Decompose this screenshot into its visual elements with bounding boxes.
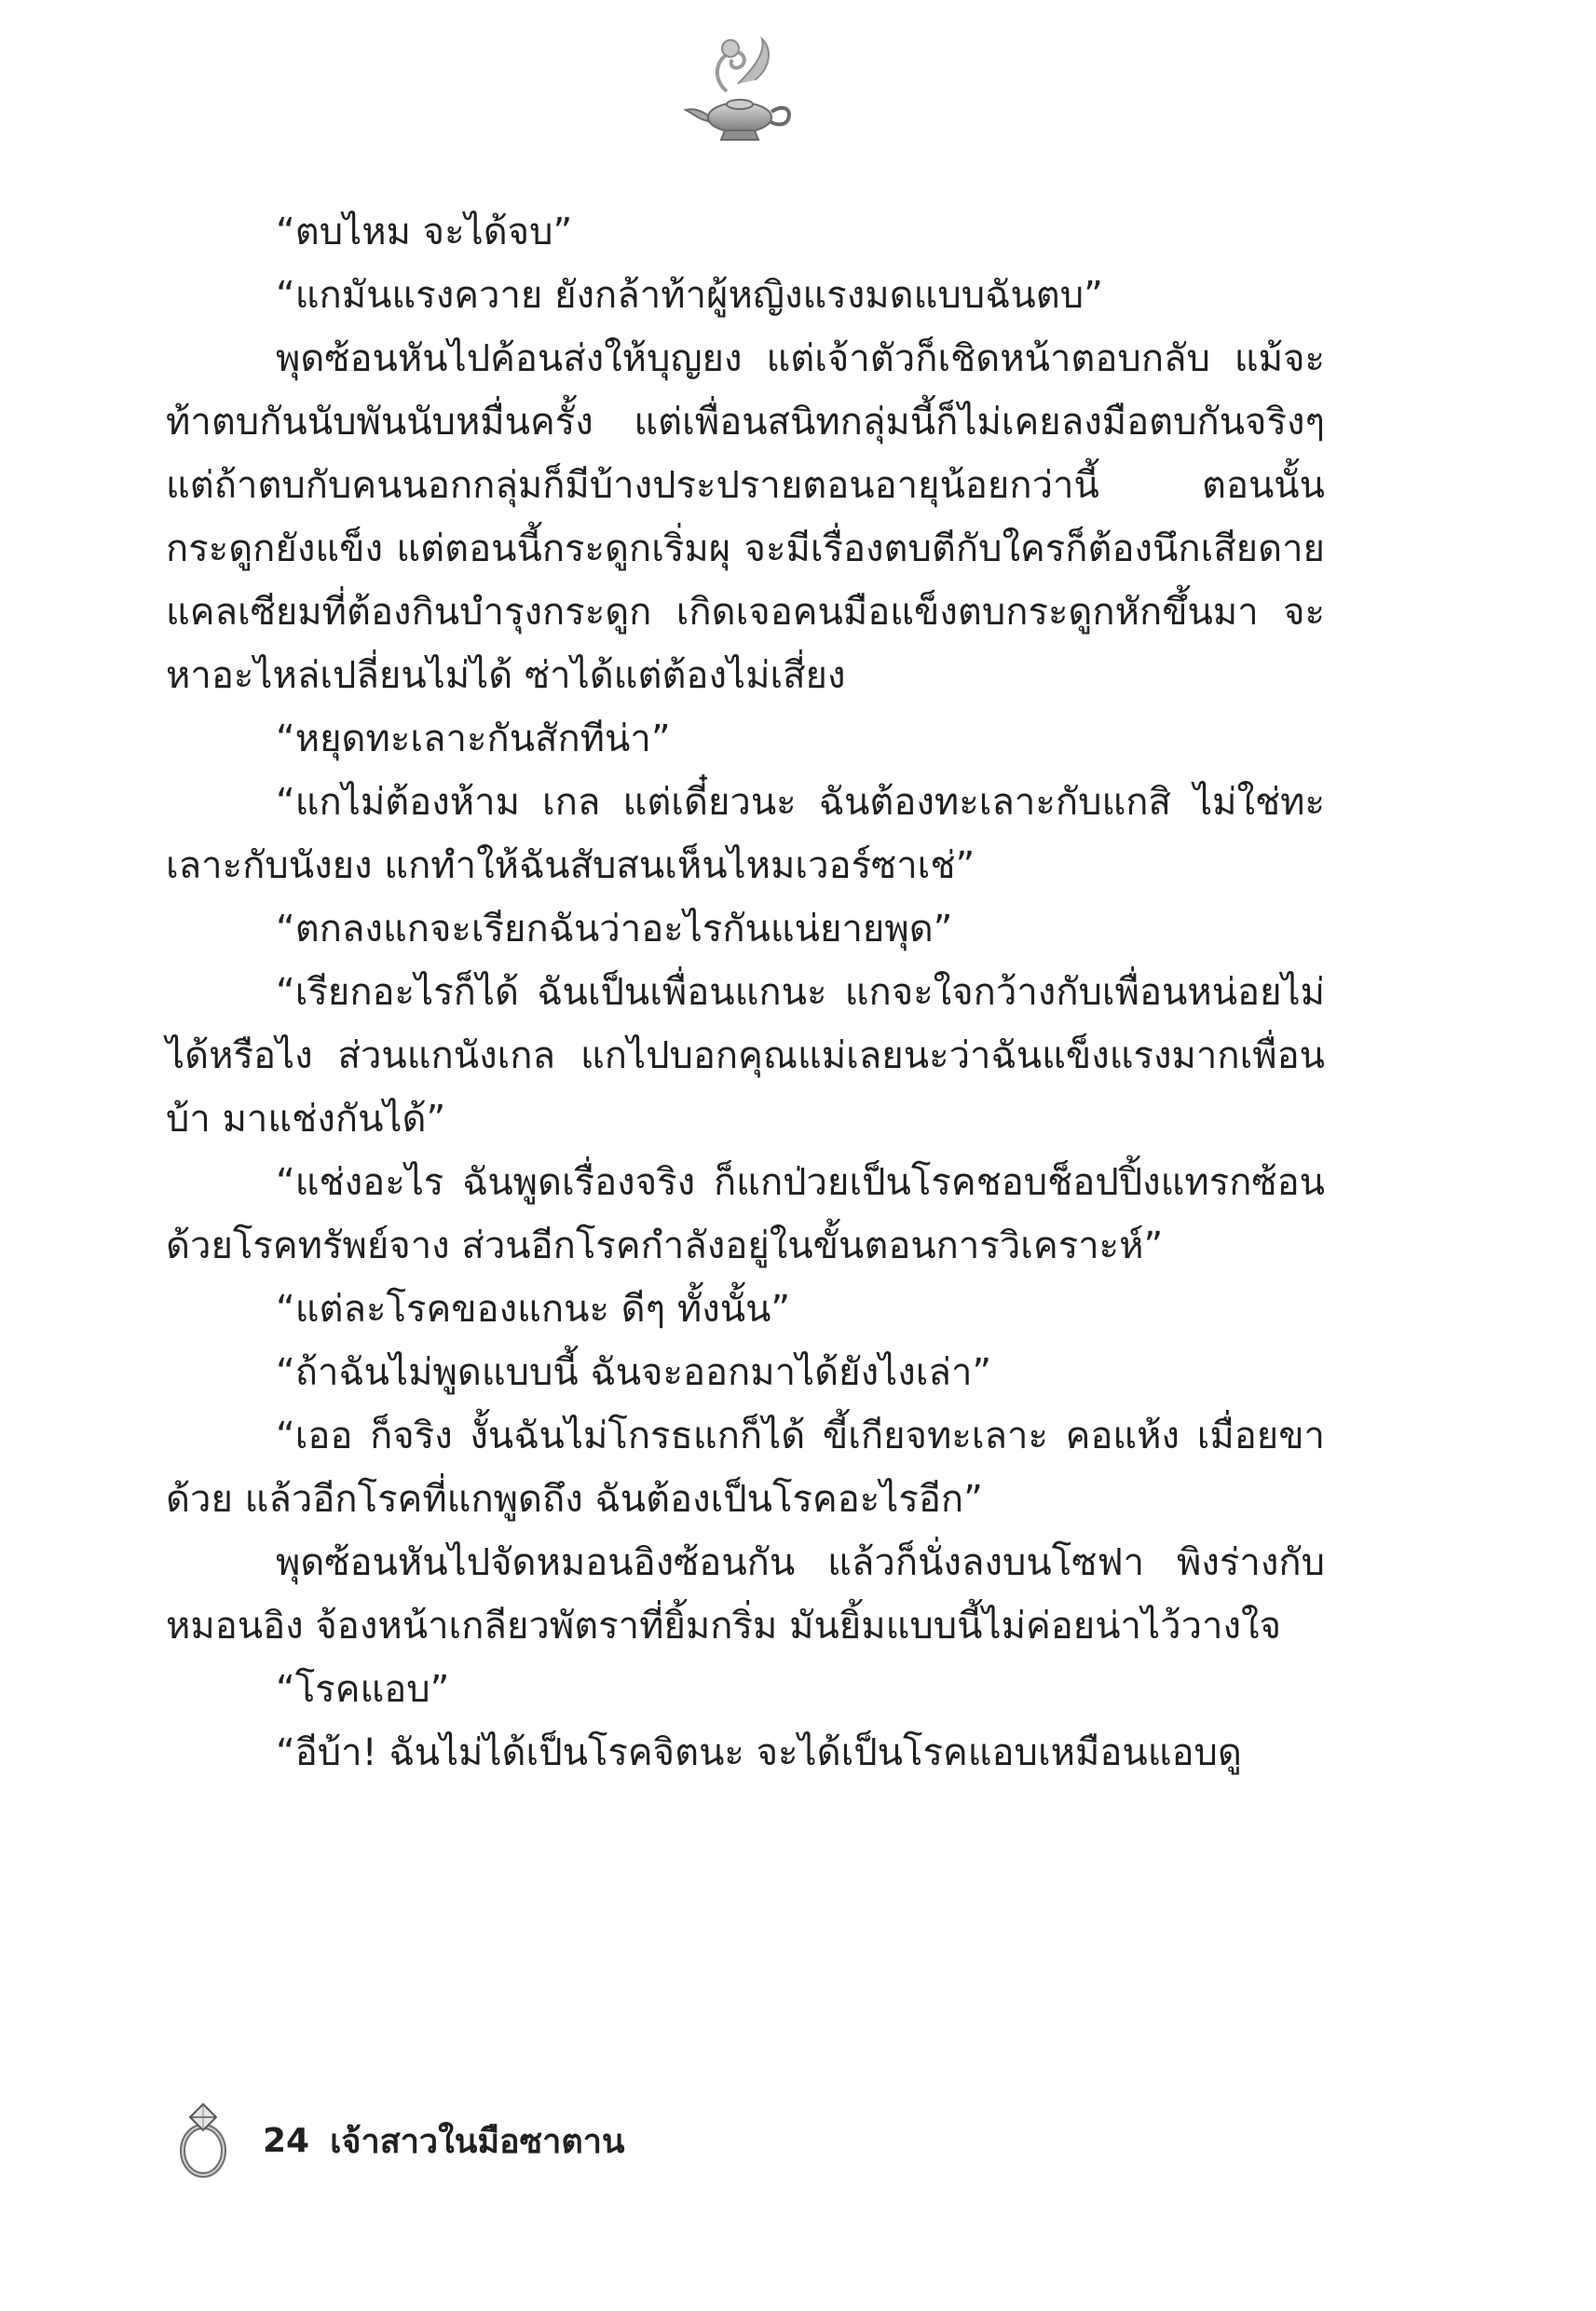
- page-footer: [175, 2099, 625, 2182]
- paragraph: “ตกลงแกจะเรียกฉันว่าอะไรกันแน่ยายพุด”: [276, 908, 953, 950]
- paragraph: พุดซ้อนหันไปค้อนส่งให้บุญยง แต่เจ้าตัวก็เชิดหน้าตอบกลับ แม้จะท้าตบกันนับพันนับหมื่นครั้ง แต่เพื่อนสนิทกลุ่มนี้ก็ไม่เคยลงมือตบกันจริงๆ แต่ถ้าตบกับคนนอกกลุ่มก็มีบ้างประปรายตอนอายุน้อยกว่านี้ ตอนนั้นกระดูกยังแข็ง แต่ตอนนี้กระดูกเริ่มผุ จะมีเรื่องตบตีกับใครก็ต้องนึกเสียดายแคลเซียมที่ต้องกินบำรุงกระดูก เกิดเจอคนมือแข็งตบกระดูกหักขึ้นมา จะหาอะไหล่เปลี่ยนไม่ได้ ซ่าได้แต่ต้องไม่เสี่ยง: [166, 337, 1325, 697]
- body-text: [166, 200, 1325, 1785]
- genie-lamp-icon: [673, 26, 803, 157]
- paragraph: “แกมันแรงควาย ยังกล้าท้าผู้หญิงแรงมดแบบฉันตบ”: [276, 274, 1103, 317]
- paragraph: “ถ้าฉันไม่พูดแบบนี้ ฉันจะออกมาได้ยังไงเล่า”: [276, 1351, 992, 1394]
- paragraph: “แกไม่ต้องห้าม เกล แต่เดี๋ยวนะ ฉันต้องทะเลาะกับแกสิ ไม่ใช่ทะเลาะกับนังยง แกทำให้ฉันสับสนเห็นไหมเวอร์ซาเช่”: [166, 781, 1325, 887]
- paragraph: พุดซ้อนหันไปจัดหมอนอิงซ้อนกัน แล้วก็นั่งลงบนโซฟา พิงร่างกับหมอนอิง จ้องหน้าเกลียวพัตราที่ยิ้มกริ่ม มันยิ้มแบบนี้ไม่ค่อยน่าไว้วางใจ: [166, 1541, 1325, 1648]
- paragraph: “อีบ้า! ฉันไม่ได้เป็นโรคจิตนะ จะได้เป็นโรคแอบเหมือนแอบดู: [276, 1731, 1242, 1774]
- paragraph: “ตบไหม จะได้จบ”: [276, 211, 573, 253]
- paragraph: “แต่ละโรคของแกนะ ดีๆ ทั้งนั้น”: [276, 1288, 791, 1331]
- book-title: เจ้าสาวในมือซาตาน: [330, 2122, 625, 2161]
- paragraph: “หยุดทะเลาะกันสักทีน่า”: [276, 718, 671, 760]
- paragraph: “เรียกอะไรก็ได้ ฉันเป็นเพื่อนแกนะ แกจะใจกว้างกับเพื่อนหน่อยไม่ได้หรือไง ส่วนแกนังเกล แกไปบอกคุณแม่เลยนะว่าฉันแข็งแรงมากเพื่อนบ้า มาแช่งกันได้”: [166, 971, 1325, 1141]
- page-number: 24: [263, 2121, 310, 2160]
- paragraph: “แช่งอะไร ฉันพูดเรื่องจริง ก็แกป่วยเป็นโรคชอบช็อปปิ้งแทรกซ้อนด้วยโรคทรัพย์จาง ส่วนอีกโรคกำลังอยู่ในขั้นตอนการวิเคราะห์”: [166, 1161, 1325, 1267]
- paragraph: “โรคแอบ”: [276, 1668, 450, 1711]
- paragraph: “เออ ก็จริง งั้นฉันไม่โกรธแกก็ได้ ขี้เกียจทะเลาะ คอแห้ง เมื่อยขาด้วย แล้วอีกโรคที่แกพูดถึง ฉันต้องเป็นโรคอะไรอีก”: [166, 1415, 1325, 1521]
- diamond-ring-icon: [175, 2100, 233, 2181]
